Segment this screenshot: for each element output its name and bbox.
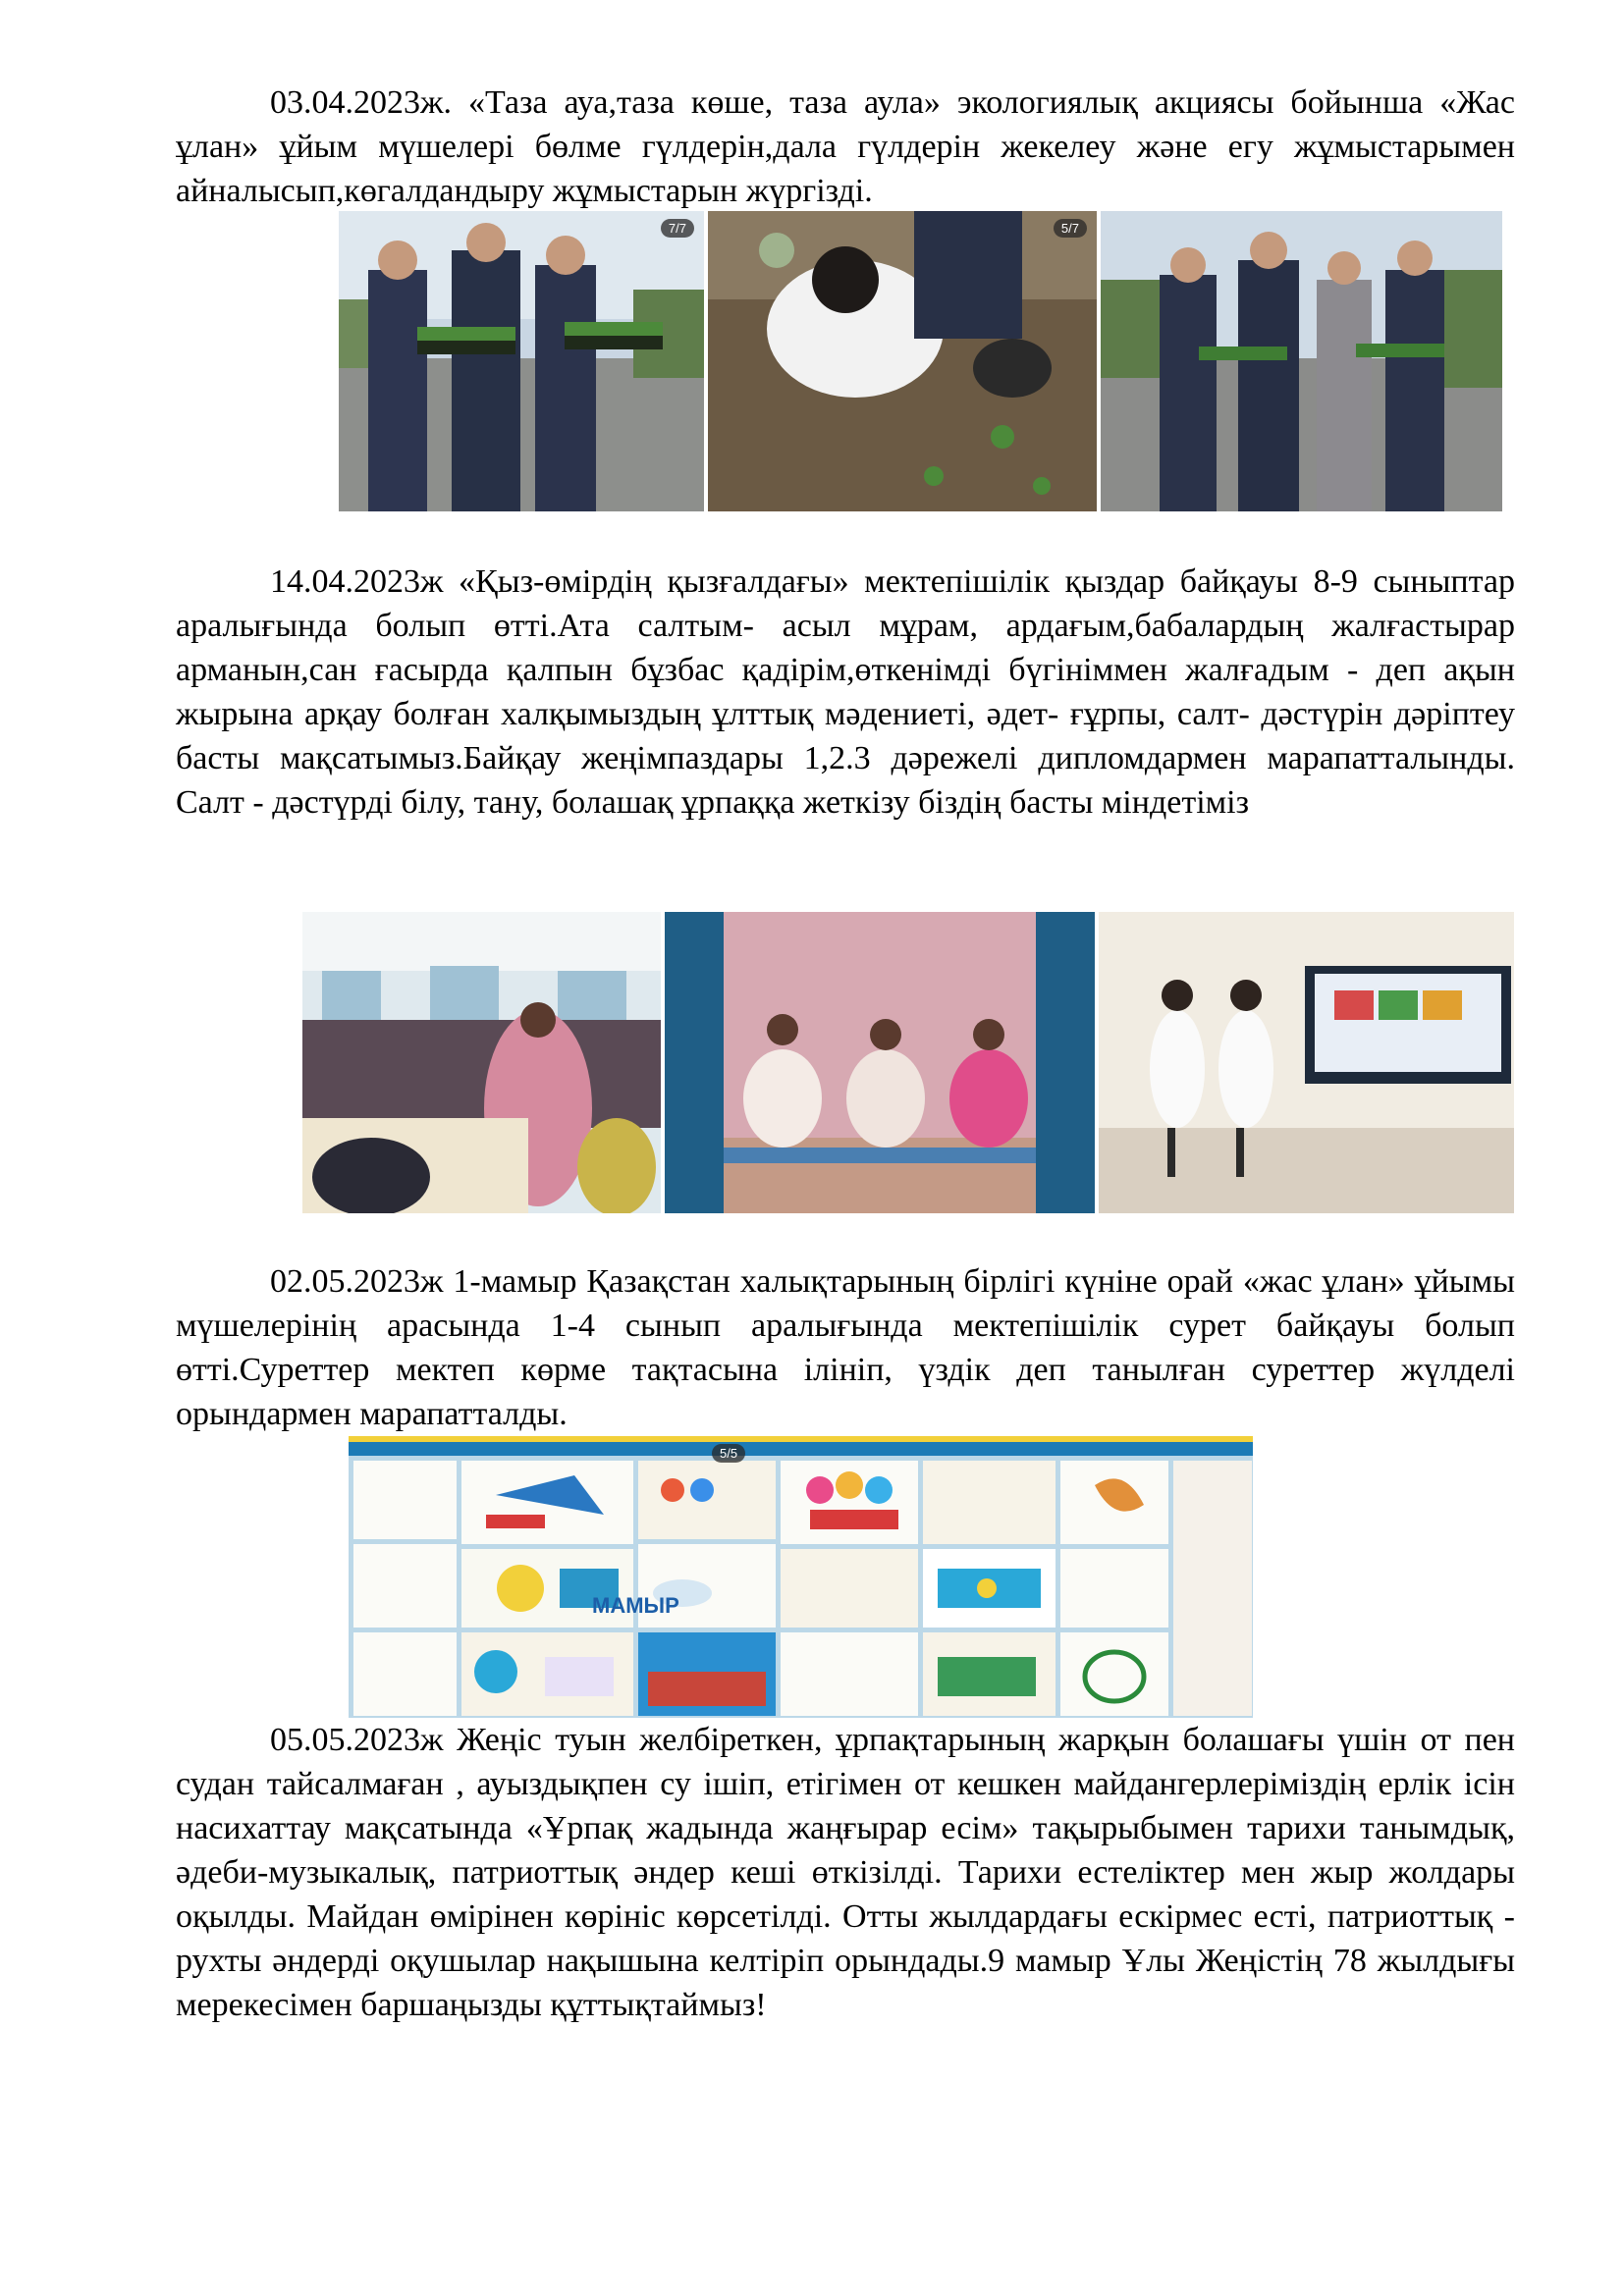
photo-presenters-screen — [1099, 912, 1514, 1213]
photo-counter-badge: 5/5 — [712, 1444, 745, 1463]
photo-row-eco — [339, 211, 1502, 511]
photo-contest-audience — [302, 912, 661, 1213]
photo-group-with-seedlings — [1101, 211, 1502, 511]
paragraph-girls-contest: 14.04.2023ж «Қыз-өмірдің қызғалдағы» мектепішілік қыздар байқауы 8-9 сыныптар аралығында болып өтті.Ата салтым- асыл мұрам, ардағым,бабалардың жалғастырар арманын,сан ғасырда қалпын бұзбас қадірім,өткенімді бүгініммен жалғадым - деп ақын жырына арқау болған халқымыздың ұлттық мәдениеті, әдет- ғұрпы, салт- дәстүрін дәріптеу басты мақсатымыз.Байқау жеңімпаздары 1,2.3 дәрежелі дипломдармен марапатталынды. Салт - дәстүрді білу, тану, болашақ ұрпаққа жеткізу біздің басты міндетіміз — [176, 563, 1515, 821]
paragraph-drawing-contest: 02.05.2023ж 1-мамыр Қазақстан халықтарының бірлігі күніне орай «жас ұлан» ұйымы мүшелерінің арасында 1-4 сынып аралығында мектепішілік сурет байқауы болып өтті.Суреттер мектеп көрме тақтасына ілініп, үздік деп танылған суреттер жүлделі орындармен марапатталды. — [176, 1263, 1515, 1432]
photo-planting-flowers — [708, 211, 1097, 511]
photo-drawings-wall — [349, 1436, 1253, 1718]
photo-row-contest — [302, 912, 1514, 1213]
paragraph-eco-action: 03.04.2023ж. «Таза ауа,таза көше, таза аула» экологиялық акциясы бойынша «Жас ұлан» ұйым мүшелері бөлме гүлдерін,дала гүлдерін жекелеу және егу жұмыстарымен айналысып,көгалдандыру жұмыстарын жүргізді. — [176, 84, 1515, 209]
paragraph-victory-day: 05.05.2023ж Жеңіс туын желбіреткен, ұрпақтарының жарқын болашағы үшін от пен судан тайсалмаған , ауыздықпен су ішіп, етігімен от кешкен майдангерлеріміздің ерлік ісін насихаттау мақсатында «Ұрпақ жадында жаңғырар есім» тақырыбымен тарихи танымдық, әдеби-музыкалық, патриоттық әндер кеші өткізілді. Тарихи естеліктер мен жыр жолдары оқылды. Майдан өмірінен көрініс көрсетілді. Отты жылдардағы ескірмес есті, патриоттық - рухты әндерді оқушылар нақышына келтіріп орындады.9 мамыр Ұлы Жеңістің 78 жылдығы мерекесімен баршаңызды құттықтаймыз! — [176, 1722, 1515, 2023]
photo-row-drawings — [349, 1436, 1253, 1718]
photo-stage-performers — [665, 912, 1095, 1213]
photo-counter-badge: 7/7 — [661, 219, 694, 238]
photo-counter-badge: 5/7 — [1054, 219, 1087, 238]
drawing-mamyr-label: МАМЫР — [592, 1593, 679, 1618]
photo-students-seedlings — [339, 211, 704, 511]
